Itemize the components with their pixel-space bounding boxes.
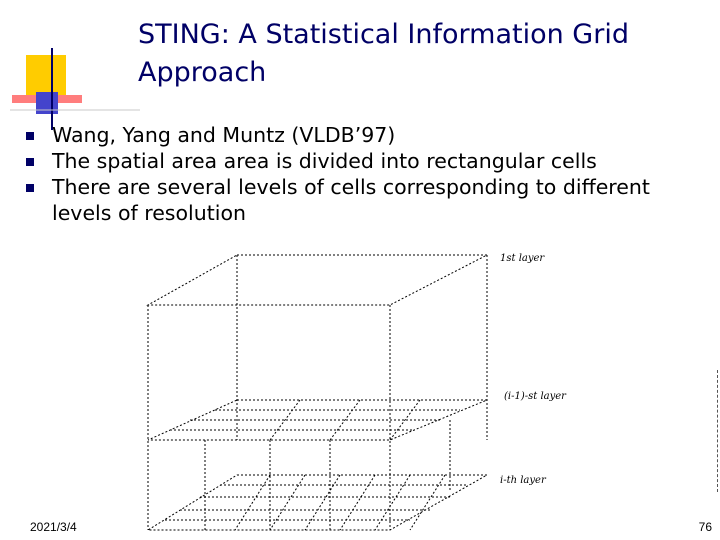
deco-blue-square [36,92,58,114]
bullet-text: There are several levels of cells corresponding to different levels of resolution [52,175,650,225]
bullet-text: Wang, Yang and Muntz (VLDB’97) [52,123,396,147]
footer-date: 2021/3/4 [30,520,77,534]
deco-yellow-square [26,55,66,95]
square-bullet-icon [26,132,34,140]
square-bullet-icon [26,158,34,166]
bullet-item [20,148,700,174]
layer-label-first: 1st layer [500,253,545,264]
grid-layer-diagram [140,240,580,535]
corner-decoration [0,0,140,140]
square-bullet-icon [26,184,34,192]
bottom-layer-plane [148,475,487,530]
bullet-item [20,174,700,226]
bullet-item [20,122,700,148]
bullet-text: The spatial area area is divided into rectangular cells [52,149,597,173]
edge-dashed-line [717,370,719,492]
first-layer-plane [148,255,487,305]
layer-label-middle: (i-1)-st layer [504,391,566,402]
layer-label-bottom: i-th layer [500,475,546,486]
page-number: 76 [698,520,712,534]
bullet-list [20,122,700,226]
slide-title: STING: A Statistical Information Grid Approach [138,19,629,88]
